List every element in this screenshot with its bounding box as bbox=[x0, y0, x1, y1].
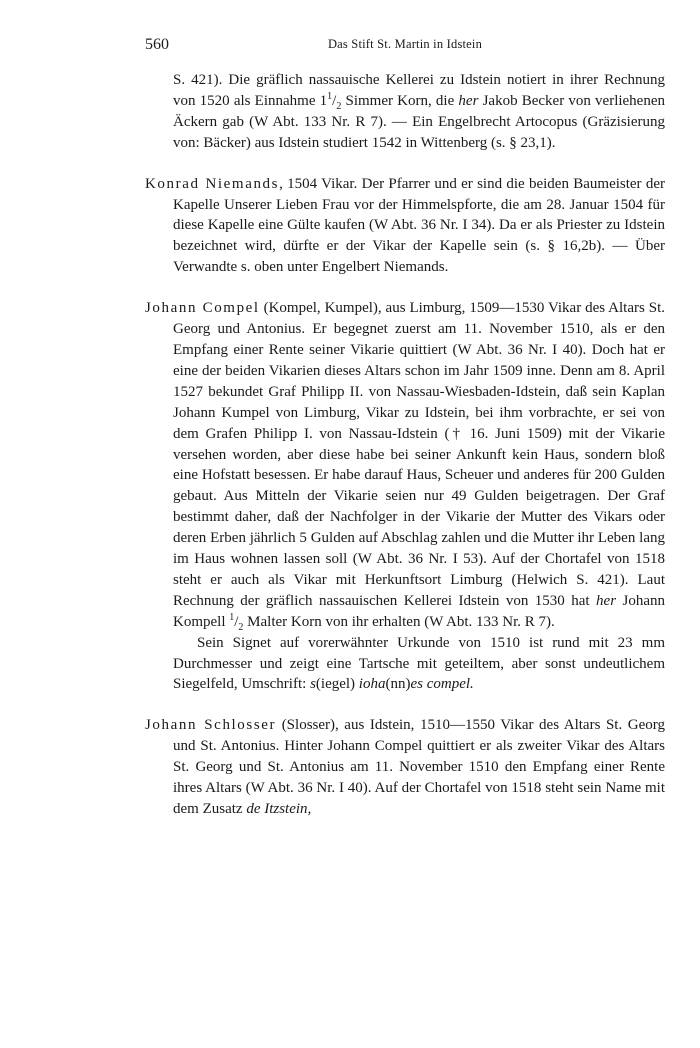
entry-text: (Kompel, Kumpel), aus Limburg, 1509—1530 Vikar des Altars St. Georg und Antonius. Er begegnet zuerst am 11. November 1510, als er den Empfang einer Rente seiner Vikarie quittiert (W Abt. 36 Nr. I 40). Doch hat er eine der beiden Vikarien dieses Altars schon im Jahr 1509 inne. Denn am 8. April 1527 bekundet Graf Philipp II. von Nassau-Wiesbaden-Idstein, daß sein Kaplan Johann Kumpel von Limburg, Vikar zu Idstein, bei ihm vorbrachte, er sei von dem Grafen Philipp I. von Nassau-Idstein († 16. Juni 1509) mit der Vikarie versehen worden, aber diese habe bei seiner Ankunft kein Haus, sondern bloß eine Hofstatt besessen. Er habe darauf Haus, Scheuer und anderes für 200 Gulden gebaut. Aus Mitteln der Vikarie seien nur 49 Gulden beigetragen. Der Graf bestimmt daher, daß der Nachfolger in der Vikarie der Mutter des Vikars oder deren Erben jährlich 5 Gulden auf Abschlag zahlen und die Mutter ihr Leben lang im Haus wohnen lassen soll (W Abt. 36 Nr. I 53). Auf der Chortafel von 1518 steht er auch als Vikar mit Herkunftsort Limburg (Helwich S. 421). Laut Rechnung der gräflich nassauischen Kellerei Idstein von 1530 hat bbox=[173, 300, 665, 609]
text-run: S. 421). Die gräflich nassauische Kellerei zu Idstein notiert in ihrer Rechnung von 1520 als Einnahme 1 bbox=[173, 72, 665, 109]
italic-text: her bbox=[596, 592, 617, 609]
italic-text: s bbox=[310, 676, 316, 693]
text-run: Simmer Korn, die bbox=[341, 92, 459, 109]
entry-text: (Slosser), aus Idstein, 1510—1550 Vikar des Altars St. Georg und St. Antonius. Hinter Johann Compel quittiert er als zweiter Vikar des Altars St. Georg und St. Antonius am 11. November 1510 den Empfang einer Rente ihres Altars (W Abt. 36 Nr. I 40). Auf der Chortafel von 1518 steht sein Name mit dem Zusatz bbox=[173, 717, 665, 817]
fraction-numerator: 1 bbox=[229, 611, 235, 623]
fraction-denominator: 2 bbox=[238, 621, 244, 633]
italic-text: her bbox=[458, 92, 479, 109]
fraction-numerator: 1 bbox=[327, 90, 333, 102]
page-number: 560 bbox=[145, 36, 169, 53]
continuation-paragraph: S. 421). Die gräflich nassauische Kellerei zu Idstein notiert in ihrer Rechnung von 1520 als Einnahme $1^1/_2$ Simmer Korn, die her Jakob Becker von verliehenen Äckern gab (W Abt. 133 Nr. R 7). — Ein Engelbrecht Artocopus (Gräzisierung von: Bäcker) aus Idstein studiert 1542 in Wittenberg (s. § 23,1). bbox=[173, 72, 666, 151]
text-run: (nn) bbox=[385, 676, 411, 693]
page-header bbox=[145, 36, 665, 56]
entry-name: Johann Compel bbox=[145, 300, 260, 317]
text-run: Johann Kompell bbox=[173, 592, 665, 630]
seal-description bbox=[145, 633, 665, 696]
italic-text: es compel. bbox=[410, 676, 474, 693]
text-run: Jakob Becker von verliehenen Äckern gab (W Abt. 133 Nr. R 7). — Ein Engelbrecht Artocopus (Gräzisierung von: Bäcker) aus Idstein studiert 1542 in Wittenberg (s. § 23,1). bbox=[173, 92, 666, 151]
page-body bbox=[145, 70, 665, 820]
entry-konrad-niemands bbox=[145, 174, 665, 279]
italic-text: ioha bbox=[358, 676, 386, 693]
entry-text: , 1504 Vikar. Der Pfarrer und er sind die beiden Baumeister der Kapelle Unserer Lieben Frau vor der Himmelspforte, die am 28. Januar 1504 für diese Kapelle eine Gülte kaufen (W Abt. 36 Nr. I 34). Da er als Priester zu Idstein bezeichnet wird, dürfte er der Vikar der Kapelle sein (s. § 16,2b). — Über Verwandte s. oben unter Engelbert Niemands. bbox=[173, 175, 665, 276]
entry-johann-compel: Johann Compel (Kompel, Kumpel), aus Limburg, 1509—1530 Vikar des Altars St. Georg und Antonius. Er begegnet zuerst am 11. November 1510, als er den Empfang einer Rente seiner Vikarie quittiert (W Abt. 36 Nr. I 40). Doch hat er eine der beiden Vikarien dieses Altars schon im Jahr 1509 inne. Denn am 8. April 1527 bekundet Graf Philipp II. von Nassau-Wiesbaden-Idstein, daß sein Kaplan Johann Kumpel von Limburg, Vikar zu Idstein, bei ihm vorbrachte, er sei von dem Grafen Philipp I. von Nassau-Idstein († 16. Juni 1509) mit der Vikarie versehen worden, aber diese habe bei seiner Ankunft kein Haus, sondern bloß eine Hofstatt besessen. Er habe darauf Haus, Scheuer und anderes für 200 Gulden gebaut. Aus Mitteln der Vikarie seien nur 49 Gulden beigetragen. Der Graf bestimmt daher, daß der Nachfolger in der Vikarie der Mutter des Vikars oder deren Erben jährlich 5 Gulden auf Abschlag zahlen und die Mutter ihr Leben lang im Haus wohnen lassen soll (W Abt. 36 Nr. I 53). Auf der Chortafel von 1518 steht er auch als Vikar mit Herkunftsort Limburg (Helwich S. 421). Laut Rechnung der gräflich nassauischen Kellerei Idstein von 1530 hat her Johann Kompell $^1/_2$ Malter Korn von ihr erhalten (W Abt. 133 Nr. R 7). bbox=[145, 300, 665, 633]
entry-johann-schlosser bbox=[145, 715, 665, 820]
text-run: (iegel) bbox=[315, 676, 359, 693]
text-run: Malter Korn von ihr erhalten (W Abt. 133 Nr. R 7). bbox=[243, 613, 555, 630]
fraction-denominator: 2 bbox=[336, 100, 342, 112]
entry-name: Konrad Niemands bbox=[145, 175, 280, 192]
entry-name: Johann Schlosser bbox=[145, 717, 277, 734]
text-run: Sein Signet auf vorerwähnter Urkunde von 1510 ist rund mit 23 mm Durchmesser und zeigt eine Tartsche mit geteiltem, aber sonst undeutlichem Siegelfeld, Umschrift: bbox=[173, 634, 665, 693]
running-title: Das Stift St. Martin in Idstein bbox=[327, 37, 483, 51]
italic-text: de Itzstein, bbox=[246, 801, 312, 817]
